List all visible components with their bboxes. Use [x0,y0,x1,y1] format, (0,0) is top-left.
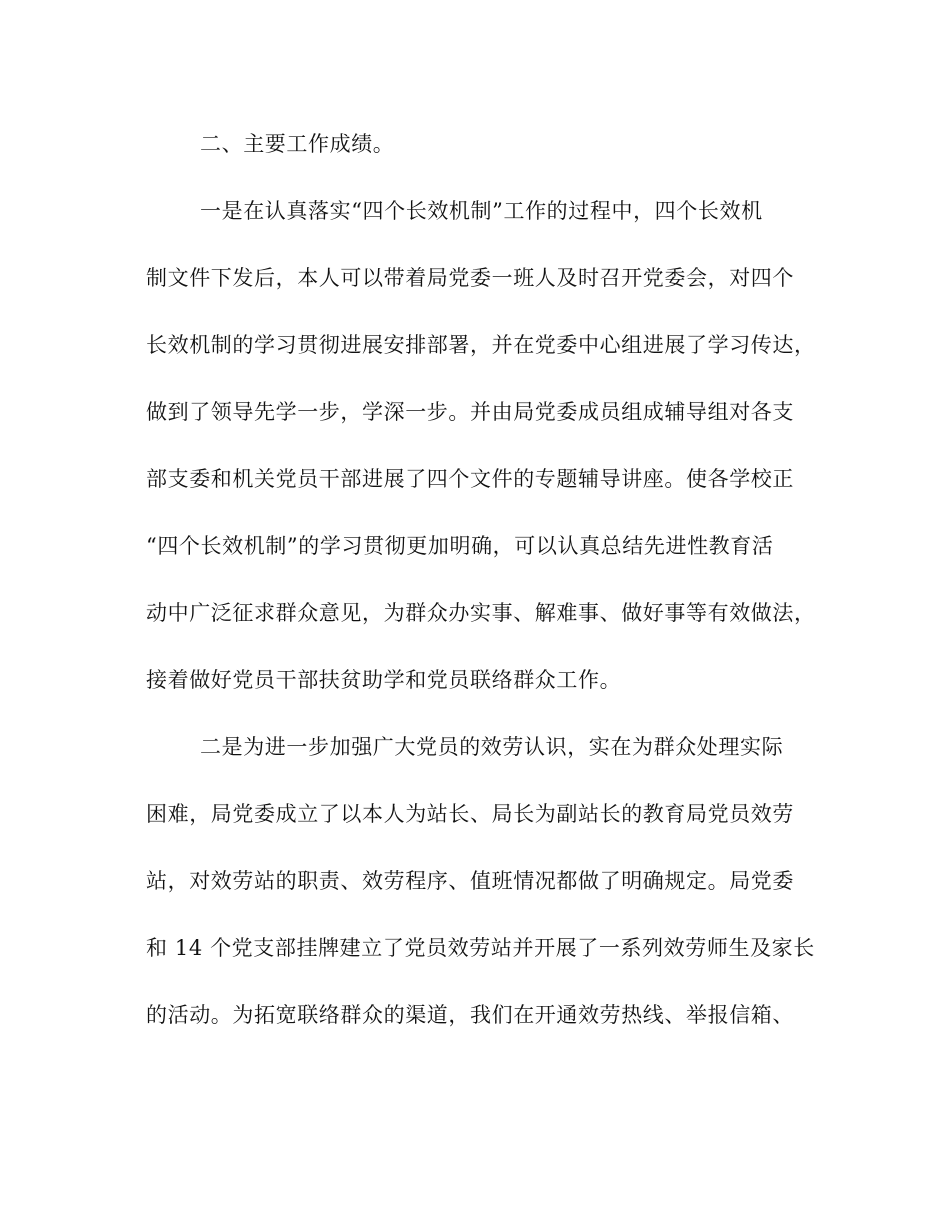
section-heading: 二、主要工作成绩。 [200,132,395,156]
paragraph-line: 部支委和机关党员干部进展了四个文件的专题辅导讲座。使各学校正 [146,467,794,491]
paragraph-line: “四个长效机制”的学习贯彻更加明确，可以认真总结先进性教育活 [146,534,774,558]
paragraph-line: 做到了领导先学一步，学深一步。并由局党委成员组成辅导组对各支 [146,400,794,424]
paragraph-line: 困难，局党委成立了以本人为站长、局长为副站长的教育局党员效劳 [146,802,794,826]
paragraph-line: 和 14 个党支部挂牌建立了党员效劳站并开展了一系列效劳师生及家长 [146,936,815,960]
paragraph-line: 站，对效劳站的职责、效劳程序、值班情况都做了明确规定。局党委 [146,869,794,893]
paragraph-line: 长效机制的学习贯彻进展安排部署，并在党委中心组进展了学习传达， [146,333,816,357]
paragraph-line: 制文件下发后，本人可以带着局党委一班人及时召开党委会，对四个 [146,266,794,290]
paragraph-line: 二是为进一步加强广大党员的效劳认识，实在为群众处理实际 [200,735,784,759]
paragraph-line: 一是在认真落实“四个长效机制”工作的过程中，四个长效机 [200,199,763,223]
paragraph-line: 的活动。为拓宽联络群众的渠道，我们在开通效劳热线、举报信箱、 [146,1003,794,1027]
paragraph-line: 动中广泛征求群众意见，为群众办实事、解难事、做好事等有效做法， [146,601,816,625]
paragraph-line: 接着做好党员干部扶贫助学和党员联络群众工作。 [146,668,622,692]
